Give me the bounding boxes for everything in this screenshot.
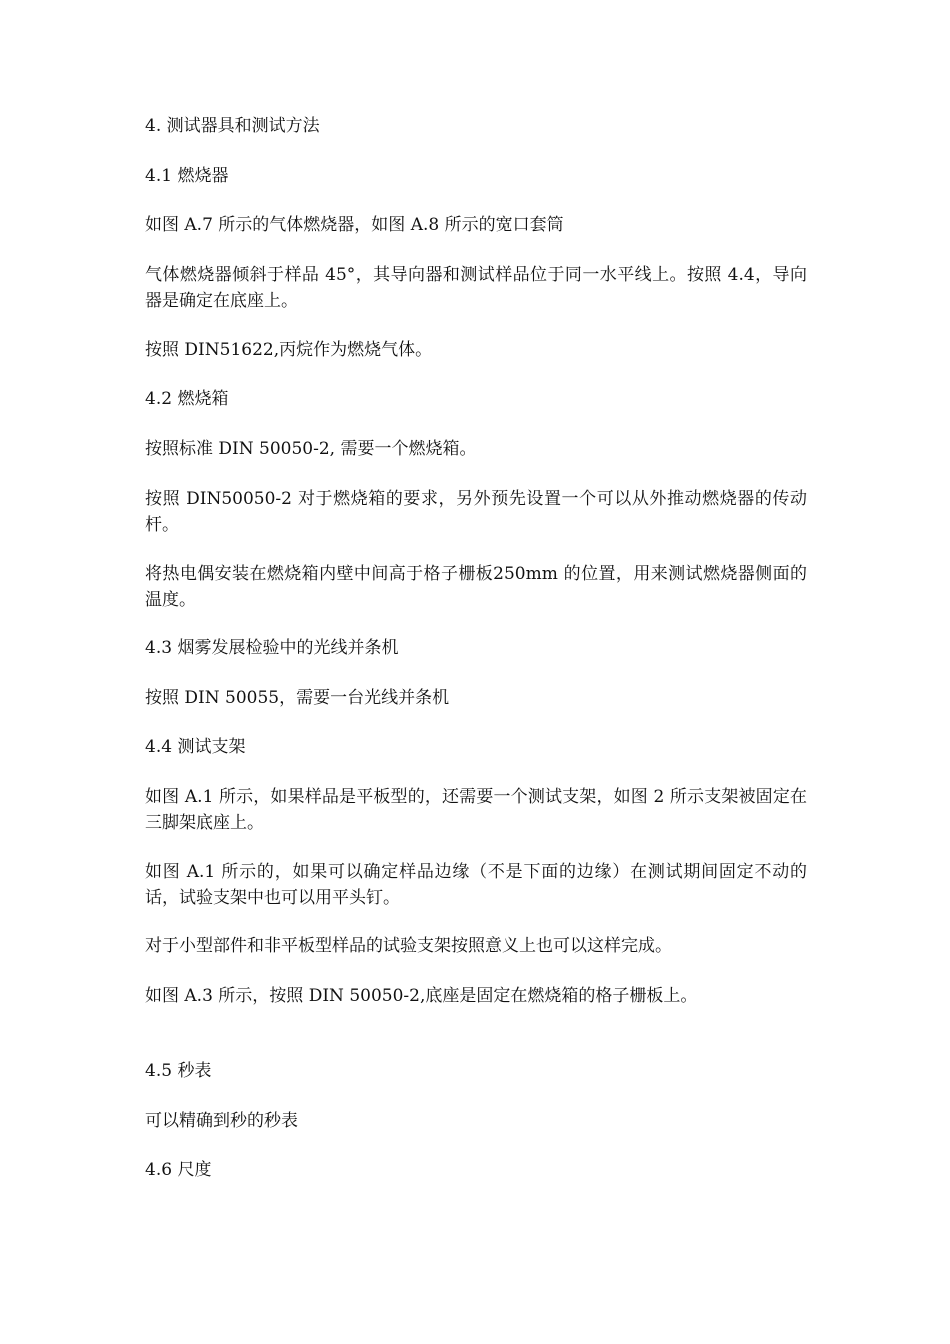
paragraph: 对于小型部件和非平板型样品的试验支架按照意义上也可以这样完成。 xyxy=(145,936,672,956)
subsection-heading-4-6: 4.6 尺度 xyxy=(145,1160,212,1180)
paragraph: 如图 A.3 所示，按照 DIN 50050-2,底座是固定在燃烧箱的格子栅板上。 xyxy=(145,986,698,1006)
paragraph: 按照标准 DIN 50050-2, 需要一个燃烧箱。 xyxy=(145,439,477,459)
paragraph: 将热电偶安装在燃烧箱内壁中间高于格子栅板250mm 的位置，用来测试燃烧器侧面的温度。 xyxy=(145,564,807,610)
paragraph: 气体燃烧器倾斜于样品 45°，其导向器和测试样品位于同一水平线上。按照 4.4，导向器是确定在底座上。 xyxy=(145,265,807,311)
paragraph: 如图 A.1 所示的，如果可以确定样品边缘（不是下面的边缘）在测试期间固定不动的话，试验支架中也可以用平头钉。 xyxy=(145,862,807,908)
paragraph: 可以精确到秒的秒表 xyxy=(145,1111,298,1131)
paragraph: 按照 DIN 50055，需要一台光线并条机 xyxy=(145,688,450,708)
paragraph: 如图 A.7 所示的气体燃烧器，如图 A.8 所示的宽口套筒 xyxy=(145,215,564,235)
subsection-heading-4-2: 4.2 燃烧箱 xyxy=(145,389,229,409)
subsection-heading-4-3: 4.3 烟雾发展检验中的光线并条机 xyxy=(145,638,399,658)
paragraph: 按照 DIN50050-2 对于燃烧箱的要求，另外预先设置一个可以从外推动燃烧器的传动杆。 xyxy=(145,489,807,535)
subsection-heading-4-5: 4.5 秒表 xyxy=(145,1061,212,1081)
section-heading-4: 4. 测试器具和测试方法 xyxy=(145,116,320,136)
subsection-heading-4-4: 4.4 测试支架 xyxy=(145,737,246,757)
subsection-heading-4-1: 4.1 燃烧器 xyxy=(145,166,229,186)
paragraph: 如图 A.1 所示，如果样品是平板型的，还需要一个测试支架，如图 2 所示支架被固定在三脚架底座上。 xyxy=(145,787,807,833)
paragraph: 按照 DIN51622,丙烷作为燃烧气体。 xyxy=(145,340,433,360)
